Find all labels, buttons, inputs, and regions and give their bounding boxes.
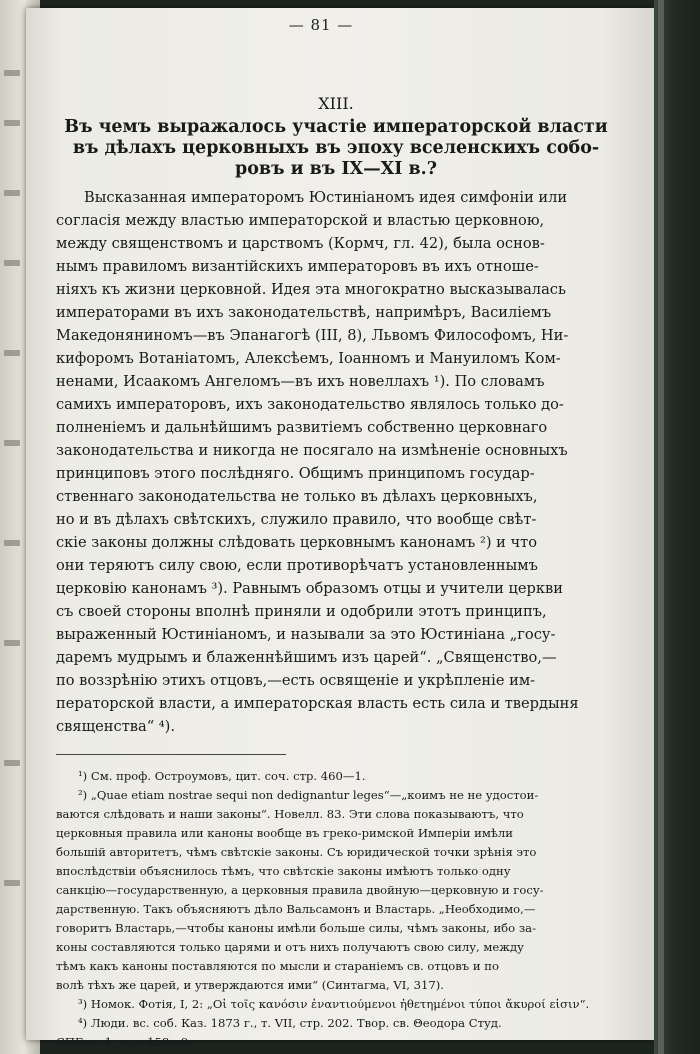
footnote-line: впослѣдствіи объяснилось тѣмъ, что свѣтскіе законы имѣютъ только одну (56, 864, 511, 878)
body-line: между священствомъ и царствомъ (Кормч, гл. 42), была основ- (56, 235, 545, 252)
footnote-line: коны составляются только царями и отъ нихъ получаютъ свою силу, между (56, 940, 524, 954)
left-page-text-fragment (4, 640, 20, 646)
left-page-text-fragment (4, 260, 20, 266)
body-line: скіе законы должны слѣдовать церковнымъ канонамъ ²) и что (56, 534, 538, 551)
body-line: они теряютъ силу свою, если противорѣчатъ установленнымъ (56, 557, 538, 574)
left-page-text-fragment (4, 880, 20, 886)
chapter-heading (56, 117, 616, 180)
body-paragraph (56, 186, 616, 738)
footnote-line: ²) „Quae etiam nostrae sequi non dedignantur leges“—„коимъ не не удостои- (78, 788, 539, 802)
body-line: кифоромъ Вотаніатомъ, Алексѣемъ, Іоанномъ и Мануиломъ Ком- (56, 350, 561, 367)
body-line: но и въ дѣлахъ свѣтскихъ, служило правило, что вообще свѣт- (56, 511, 537, 528)
footnote-line: санкцію—государственную, а церковныя правила двойную—церковную и госу- (56, 883, 544, 897)
body-line: Македоняниномъ—въ Эпанагогѣ (III, 8), Львомъ Философомъ, Ни- (56, 327, 569, 344)
body-line: даремъ мудрымъ и блаженнѣйшимъ изъ царей“. „Священство,— (56, 649, 557, 666)
left-page-text-fragment (4, 440, 20, 446)
heading-line: въ дѣлахъ церковныхъ въ эпоху вселенскихъ собо- (72, 138, 600, 158)
left-page-text-fragment (4, 190, 20, 196)
footnote-line: дарственную. Такъ объясняютъ дѣло Вальсамонъ и Властарь. „Необходимо,— (56, 902, 536, 916)
body-line: принциповъ этого послѣдняго. Общимъ принципомъ государ- (56, 465, 535, 482)
footnote-line: церковныя правила или каноны вообще въ греко-римской Имперіи имѣли (56, 826, 514, 840)
body-line: ственнаго законодательства не только въ дѣлахъ церковныхъ, (56, 488, 538, 505)
body-line: церковію канонамъ ³). Равнымъ образомъ отцы и учители церкви (56, 580, 563, 597)
body-line: по воззрѣнію этихъ отцовъ,—есть освященіе и укрѣпленіе им- (56, 672, 536, 689)
body-line: нымъ правиломъ византійскихъ императоровъ въ ихъ отноше- (56, 258, 539, 275)
body-line: ніяхъ къ жизни церковной. Идея эта многократно высказывалась (56, 281, 566, 298)
body-line: съ своей стороны вполнѣ приняли и одобрили этотъ принципъ, (56, 603, 547, 620)
chapter-number: XIII. (318, 94, 354, 113)
body-line: согласія между властью императорской и властью церковною, (56, 212, 545, 229)
footnote-line: большій авторитетъ, чѣмъ свѣтскіе законы. Съ юридической точки зрѣнія это (56, 845, 537, 859)
left-page-text-fragment (4, 70, 20, 76)
body-line: законодательства и никогда не посягало на измѣненіе основныхъ (56, 442, 568, 459)
body-line: ненами, Исаакомъ Ангеломъ—въ ихъ новеллахъ ¹). По словамъ (56, 373, 545, 390)
body-line: самихъ императоровъ, ихъ законодательство являлось только до- (56, 396, 564, 413)
footnote-line: СПБ. т. 1, стр. 158—9. (56, 1035, 192, 1049)
footnote-line: говоритъ Властарь,—чтобы каноны имѣли больше силы, чѣмъ законы, ибо за- (56, 921, 536, 935)
body-line: императорами въ ихъ законодательствѣ, напримѣръ, Василіемъ (56, 304, 552, 321)
heading-line: ровъ и въ IX—XI в.? (235, 159, 437, 179)
footnote-line: тѣмъ какъ каноны поставляются по мысли и стараніемъ св. отцовъ и по (56, 959, 499, 973)
body-line: ператорской власти, а императорская власть есть сила и твердыня (56, 695, 579, 712)
page-block-edge (658, 0, 664, 1054)
book-cover-edge (654, 0, 700, 1054)
body-line: Высказанная императоромъ Юстиніаномъ идея симфоніи или (84, 189, 568, 206)
footnote-line: волѣ тѣхъ же царей, и утверждаются ими“ (Синтагма, VI, 317). (56, 978, 444, 992)
footnote-line: ваются слѣдовать и наши законы“. Новелл. 83. Эти слова показываютъ, что (56, 807, 524, 821)
left-page-text-fragment (4, 540, 20, 546)
page-number: — 81 — (288, 16, 354, 34)
footnote-line: ³) Номок. Фотія, I, 2: „Οἱ τοῖς κανόσιν ἐναντιούμενοι ἠθετημένοι τύποι ἄκυροί εἰσιν“. (78, 997, 590, 1011)
footnote-line: ⁴) Люди. вс. соб. Каз. 1873 г., т. VII, стр. 202. Твор. св. Θеодора Студ. (78, 1016, 502, 1030)
left-page-text-fragment (4, 120, 20, 126)
body-line: выраженный Юстиніаномъ, и называли за это Юстиніана „госу- (56, 626, 556, 643)
left-page-text-fragment (4, 350, 20, 356)
footnote-line: ¹) См. проф. Остроумовъ, цит. соч. стр. 460—1. (78, 769, 366, 783)
body-line: священства“ ⁴). (56, 718, 175, 735)
body-line: полненіемъ и дальнѣйшимъ развитіемъ собственно церковнаго (56, 419, 548, 436)
heading-line: Въ чемъ выражалось участіе императорской власти (64, 117, 608, 137)
book-page (26, 8, 654, 1049)
left-page-text-fragment (4, 760, 20, 766)
footnotes (56, 767, 616, 1052)
footnote-divider (56, 754, 286, 755)
page-content (56, 52, 616, 1052)
